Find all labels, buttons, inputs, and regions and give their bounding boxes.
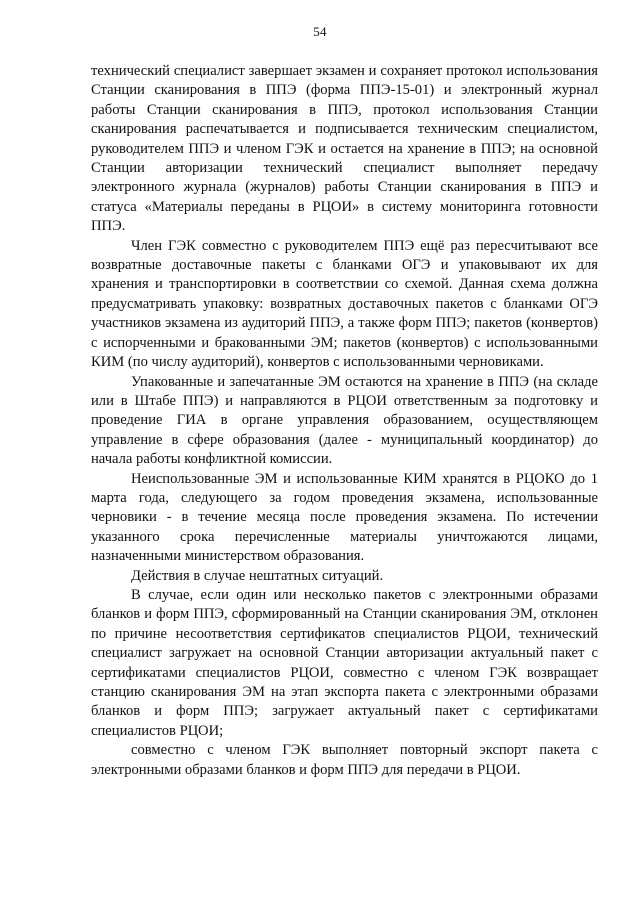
paragraph-continuation: технический специалист завершает экзамен и сохраняет протокол использования Станции сканирования в ППЭ (форма ППЭ-15-01) и электронный журнал работы Станции сканирования в ППЭ, протокол использования Станции сканирования распечатывается и подписывается техническим специалистом, руководителем ППЭ и членом ГЭК и остается на хранение в ППЭ; на основной Станции авторизации технический специалист выполняет передачу электронного журнала (журналов) работы Станции сканирования в ППЭ и статуса «Материалы переданы в РЦОИ» в систему мониторинга готовности ППЭ.: [91, 63, 598, 235]
paragraph-storage: Упакованные и запечатанные ЭМ остаются на хранение в ППЭ (на складе или в Штабе ППЭ) и направляются в РЦОИ ответственным за подготовку и проведение ГИА в органе управления образованием, осуществляющем управление в сфере образования (далее - муниципальный координатор) до начала работы конфликтной комиссии.: [91, 373, 598, 468]
paragraph-unused-materials: Неиспользованные ЭМ и использованные КИМ хранятся в РЦОКО до 1 марта года, следующего за годом проведения экзамена, использованные черновики - в течение месяца после проведения экзамена. По истечении указанного срока перечисленные материалы уничтожаются лицами, назначенными министерством образования.: [91, 470, 598, 565]
document-body: [91, 62, 598, 780]
paragraph-rejected-package: В случае, если один или несколько пакетов с электронными образами бланков и форм ППЭ, сформированный на Станции сканирования ЭМ, отклонен по причине несоответствия сертификатов специалистов РЦОИ, технический специалист загружает на основной Станции авторизации актуальный пакет с сертификатами специалистов РЦОИ, совместно с членом ГЭК возвращает станцию сканирования ЭМ на этап экспорта пакета с электронными образами бланков и форм ППЭ; загружает актуальный пакет с сертификатами специалистов РЦОИ;: [91, 586, 598, 739]
page-number: 54: [313, 24, 327, 39]
paragraph-emergency-heading: Действия в случае нештатных ситуаций.: [131, 567, 384, 584]
paragraph-re-export: совместно с членом ГЭК выполняет повторный экспорт пакета с электронными образами бланков и форм ППЭ для передачи в РЦОИ.: [91, 742, 598, 778]
paragraph-packaging: Член ГЭК совместно с руководителем ППЭ ещё раз пересчитывают все возвратные доставочные пакеты с бланками ОГЭ и упаковывают их для хранения и транспортировки в соответствии со схемой. Данная схема должна предусматривать упаковку: возвратных доставочных пакетов с бланками ОГЭ участников экзамена из аудиторий ППЭ, а также форм ППЭ; пакетов (конвертов) с испорченными и бракованными ЭМ; пакетов (конвертов) с использованными КИМ (по числу аудиторий), конвертов с использованными черновиками.: [91, 237, 598, 371]
